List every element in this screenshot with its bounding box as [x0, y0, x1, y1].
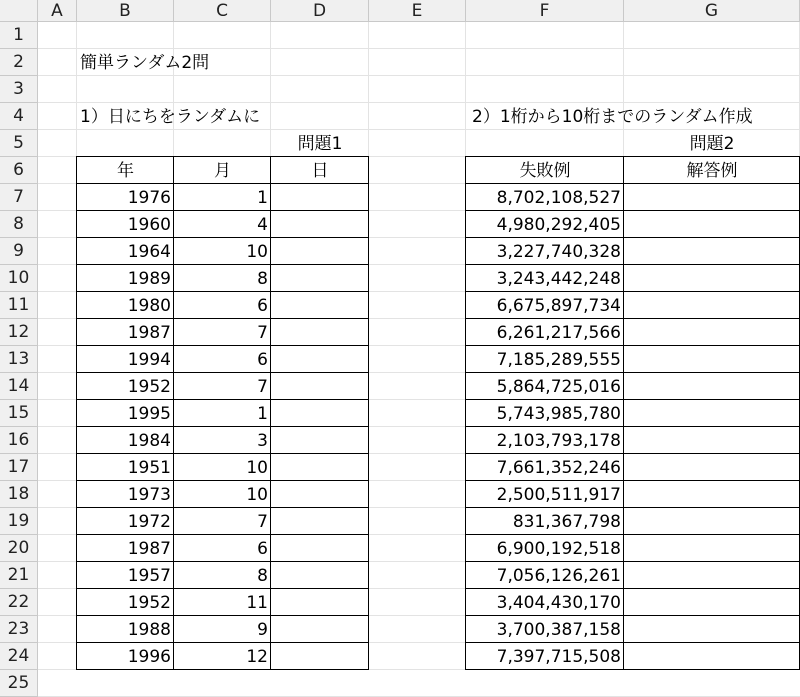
table2-cell[interactable]	[624, 616, 800, 643]
table1-border-h	[76, 318, 369, 319]
column-header-F[interactable]: F	[466, 0, 624, 22]
table1-border-h	[76, 237, 369, 238]
column-header-D[interactable]: D	[271, 0, 369, 22]
table1-border-h	[76, 669, 369, 670]
table1-cell[interactable]: 7	[257, 323, 268, 343]
row-header-19[interactable]: 19	[0, 508, 38, 535]
table2-cell[interactable]	[624, 184, 800, 211]
table1-cell[interactable]: 1	[257, 188, 268, 208]
table1-cell[interactable]	[271, 508, 369, 535]
table1-cell[interactable]	[271, 589, 369, 616]
section2-heading[interactable]: 2）1桁から10桁までのランダム作成	[472, 107, 753, 127]
row-header-24[interactable]: 24	[0, 643, 38, 670]
table1-cell[interactable]: 1995	[127, 404, 171, 424]
table2-header-1[interactable]: 解答例	[686, 161, 738, 181]
table2-cell[interactable]: 2,500,511,917	[496, 485, 621, 505]
table1-cell[interactable]	[271, 535, 369, 562]
row-header-23[interactable]: 23	[0, 616, 38, 643]
select-all-corner[interactable]	[0, 0, 38, 22]
row-header-4[interactable]: 4	[0, 103, 38, 130]
table1-cell[interactable]: 1996	[127, 647, 171, 667]
row-header-15[interactable]: 15	[0, 400, 38, 427]
row-header-8[interactable]: 8	[0, 211, 38, 238]
table2-border-v	[465, 156, 466, 670]
table1-cell[interactable]	[271, 373, 369, 400]
table2-cell[interactable]: 6,900,192,518	[496, 539, 621, 559]
table2-border-h	[465, 399, 800, 400]
table1-cell[interactable]: 1994	[127, 350, 171, 370]
table2-cell[interactable]: 3,404,430,170	[496, 593, 621, 613]
table1-cell[interactable]	[271, 643, 369, 670]
table2-border-h	[465, 642, 800, 643]
table1-border-h	[76, 588, 369, 589]
table1-cell[interactable]: 8	[257, 566, 268, 586]
table2-cell[interactable]	[624, 400, 800, 427]
table2-border-h	[465, 345, 800, 346]
table1-cell[interactable]	[271, 400, 369, 427]
table1-cell[interactable]: 4	[257, 215, 268, 235]
table1-border-v	[368, 156, 369, 670]
row-header-11[interactable]: 11	[0, 292, 38, 319]
table2-cell[interactable]: 7,056,126,261	[496, 566, 621, 586]
table2-border-h	[465, 507, 800, 508]
row-header-7[interactable]: 7	[0, 184, 38, 211]
row-header-18[interactable]: 18	[0, 481, 38, 508]
table2-cell[interactable]	[624, 562, 800, 589]
table2-cell[interactable]: 2,103,793,178	[496, 431, 621, 451]
table2-cell[interactable]	[624, 427, 800, 454]
table1-cell[interactable]: 1952	[127, 377, 171, 397]
table1-cell[interactable]: 1	[257, 404, 268, 424]
row-header-6[interactable]: 6	[0, 157, 38, 184]
table2-border-h	[465, 156, 800, 157]
sheet-title[interactable]: 簡単ランダム2問	[80, 53, 210, 73]
table2-cell[interactable]	[624, 454, 800, 481]
table2-cell[interactable]: 7,185,289,555	[496, 350, 621, 370]
table2-cell[interactable]: 831,367,798	[512, 512, 621, 532]
column-header-G[interactable]: G	[624, 0, 800, 22]
row-header-3[interactable]: 3	[0, 76, 38, 103]
table1-cell[interactable]: 1964	[127, 242, 171, 262]
table1-border-h	[76, 291, 369, 292]
row-header-25[interactable]: 25	[0, 670, 38, 697]
table2-cell[interactable]: 8,702,108,527	[496, 188, 621, 208]
row-header-14[interactable]: 14	[0, 373, 38, 400]
table2-cell[interactable]: 3,700,387,158	[496, 620, 621, 640]
table1-cell[interactable]: 1960	[127, 215, 171, 235]
table2-border-v	[623, 156, 624, 670]
table2-border-h	[465, 291, 800, 292]
table1-border-h	[76, 399, 369, 400]
table2-cell[interactable]	[624, 481, 800, 508]
table1-border-h	[76, 156, 369, 157]
table2-border-h	[465, 318, 800, 319]
table1-cell[interactable]: 1987	[127, 323, 171, 343]
table1-cell[interactable]: 1988	[127, 620, 171, 640]
section1-heading[interactable]: 1）日にちをランダムに	[80, 107, 261, 127]
table2-cell[interactable]: 4,980,292,405	[496, 215, 621, 235]
row-header-5[interactable]: 5	[0, 130, 38, 157]
table2-border-h	[465, 372, 800, 373]
table1-cell[interactable]: 1989	[127, 269, 171, 289]
table1-cell[interactable]: 1952	[127, 593, 171, 613]
table2-cell[interactable]	[624, 292, 800, 319]
column-header-B[interactable]: B	[77, 0, 174, 22]
table1-cell[interactable]: 8	[257, 269, 268, 289]
table2-border-h	[465, 237, 800, 238]
table2-cell[interactable]: 6,675,897,734	[496, 296, 621, 316]
table2-border-h	[465, 480, 800, 481]
table2-cell[interactable]: 7,661,352,246	[496, 458, 621, 478]
row-header-17[interactable]: 17	[0, 454, 38, 481]
table2-border-h	[465, 534, 800, 535]
row-header-13[interactable]: 13	[0, 346, 38, 373]
table2-cell[interactable]: 5,864,725,016	[496, 377, 621, 397]
row-header-21[interactable]: 21	[0, 562, 38, 589]
column-header-E[interactable]: E	[369, 0, 466, 22]
table2-cell[interactable]	[624, 508, 800, 535]
table1-cell[interactable]: 6	[257, 539, 268, 559]
table1-border-h	[76, 183, 369, 184]
table1-cell[interactable]: 11	[246, 593, 268, 613]
row-header-12[interactable]: 12	[0, 319, 38, 346]
table1-cell[interactable]	[271, 319, 369, 346]
table1-cell[interactable]: 1980	[127, 296, 171, 316]
problem2-label[interactable]: 問題2	[689, 134, 735, 154]
row-header-10[interactable]: 10	[0, 265, 38, 292]
table1-border-h	[76, 615, 369, 616]
problem1-label[interactable]: 問題1	[297, 134, 343, 154]
table1-header-2[interactable]: 日	[311, 161, 329, 181]
table2-cell[interactable]	[624, 238, 800, 265]
table1-cell[interactable]	[271, 238, 369, 265]
row-header-16[interactable]: 16	[0, 427, 38, 454]
table2-border-h	[465, 615, 800, 616]
table2-border-h	[465, 183, 800, 184]
table1-border-v	[173, 156, 174, 670]
table2-cell[interactable]	[624, 211, 800, 238]
table2-border-h	[465, 669, 800, 670]
table1-border-h	[76, 480, 369, 481]
table1-header-0[interactable]: 年	[117, 161, 134, 181]
table1-cell[interactable]: 3	[257, 431, 268, 451]
table1-border-h	[76, 534, 369, 535]
table1-border-h	[76, 345, 369, 346]
table2-border-h	[465, 588, 800, 589]
table1-cell[interactable]: 9	[257, 620, 268, 640]
row-header-22[interactable]: 22	[0, 589, 38, 616]
table1-cell[interactable]: 7	[257, 377, 268, 397]
table1-cell[interactable]	[271, 265, 369, 292]
table2-border-h	[465, 561, 800, 562]
table1-border-h	[76, 210, 369, 211]
table2-cell[interactable]: 3,227,740,328	[496, 242, 621, 262]
table2-cell[interactable]	[624, 589, 800, 616]
table2-cell[interactable]: 7,397,715,508	[496, 647, 621, 667]
table2-border-h	[465, 453, 800, 454]
table2-header-0[interactable]: 失敗例	[519, 161, 571, 181]
table1-cell[interactable]: 1984	[127, 431, 171, 451]
table1-cell[interactable]	[271, 454, 369, 481]
table1-cell[interactable]: 10	[246, 485, 268, 505]
table1-cell[interactable]	[271, 427, 369, 454]
column-header-C[interactable]: C	[174, 0, 271, 22]
row-header-2[interactable]: 2	[0, 49, 38, 76]
table1-cell[interactable]: 1973	[127, 485, 171, 505]
table2-cell[interactable]: 6,261,217,566	[496, 323, 621, 343]
table1-cell[interactable]	[271, 481, 369, 508]
table1-cell[interactable]: 10	[246, 458, 268, 478]
table1-cell[interactable]	[271, 184, 369, 211]
table2-cell[interactable]	[624, 319, 800, 346]
table1-border-h	[76, 642, 369, 643]
table1-cell[interactable]: 12	[246, 647, 268, 667]
table1-border-h	[76, 426, 369, 427]
table1-header-1[interactable]: 月	[214, 161, 231, 181]
table1-border-h	[76, 507, 369, 508]
table2-cell[interactable]	[624, 265, 800, 292]
table1-border-v	[76, 156, 77, 670]
table1-cell[interactable]: 6	[257, 350, 268, 370]
table1-cell[interactable]: 7	[257, 512, 268, 532]
table1-cell[interactable]	[271, 346, 369, 373]
table2-cell[interactable]	[624, 346, 800, 373]
table1-border-v	[270, 156, 271, 670]
table1-border-h	[76, 372, 369, 373]
table1-cell[interactable]: 1972	[127, 512, 171, 532]
table1-cell[interactable]: 1951	[127, 458, 171, 478]
table1-cell[interactable]: 1957	[127, 566, 171, 586]
table2-cell[interactable]: 3,243,442,248	[496, 269, 621, 289]
table1-cell[interactable]	[271, 292, 369, 319]
row-header-9[interactable]: 9	[0, 238, 38, 265]
table2-cell[interactable]	[624, 643, 800, 670]
table1-border-h	[76, 453, 369, 454]
table1-cell[interactable]	[271, 211, 369, 238]
table2-cell[interactable]: 5,743,985,780	[496, 404, 621, 424]
table1-border-h	[76, 264, 369, 265]
table1-cell[interactable]: 1987	[127, 539, 171, 559]
table1-cell[interactable]: 10	[246, 242, 268, 262]
row-header-20[interactable]: 20	[0, 535, 38, 562]
table2-border-h	[465, 426, 800, 427]
table2-cell[interactable]	[624, 535, 800, 562]
column-header-A[interactable]: A	[38, 0, 77, 22]
table2-cell[interactable]	[624, 373, 800, 400]
table1-cell[interactable]: 1976	[127, 188, 171, 208]
table1-cell[interactable]	[271, 562, 369, 589]
table1-border-h	[76, 561, 369, 562]
row-header-1[interactable]: 1	[0, 22, 38, 49]
table2-border-h	[465, 264, 800, 265]
table1-cell[interactable]: 6	[257, 296, 268, 316]
table2-border-h	[465, 210, 800, 211]
table1-cell[interactable]	[271, 616, 369, 643]
